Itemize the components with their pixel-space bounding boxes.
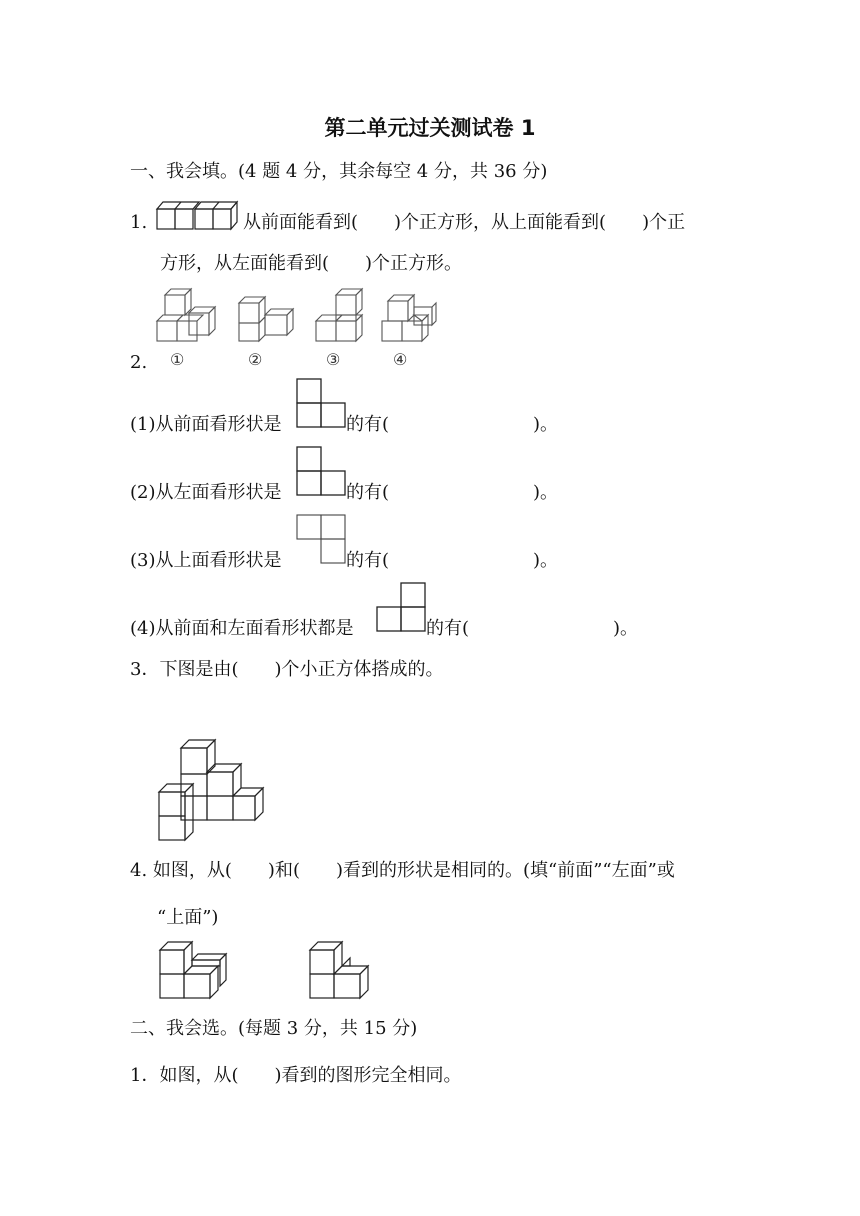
q2-part3-prefix: (3)从上面看形状是 xyxy=(130,550,282,571)
q3-stacked-cubes-figure xyxy=(155,738,267,844)
section2-q1-text: 1．如图，从( )看到的图形完全相同。 xyxy=(130,1065,462,1086)
q2-label-1: ① xyxy=(170,350,185,369)
q2-part2-prefix: (2)从左面看形状是 xyxy=(130,482,282,503)
q1-line2: 方形，从左面能看到( )个正方形。 xyxy=(160,253,463,274)
q2-label-3: ③ xyxy=(326,350,341,369)
section-1-heading: 一、我会填。(4 题 4 分，其余每空 4 分，共 36 分) xyxy=(130,161,548,182)
q2-part2-suffix: 的有( )。 xyxy=(346,482,559,503)
q2-solid-3-figure xyxy=(312,287,374,345)
q2-part1-view-figure xyxy=(296,378,346,430)
q2-solid-2-figure xyxy=(235,295,297,345)
q2-label-2: ② xyxy=(248,350,263,369)
q1-number: 1. xyxy=(130,212,148,233)
q1-cube-row-figure xyxy=(155,197,245,233)
q3-text: 3．下图是由( )个小正方体搭成的。 xyxy=(130,659,444,680)
q2-number: 2. xyxy=(130,352,148,373)
q2-label-4: ④ xyxy=(393,350,408,369)
q4-solid-left-figure xyxy=(158,940,230,1002)
q2-part1-prefix: (1)从前面看形状是 xyxy=(130,414,282,435)
q2-solid-4-figure xyxy=(380,293,438,345)
q4-line2: “上面”) xyxy=(157,907,219,928)
q2-solid-1-figure xyxy=(155,287,217,345)
section-2-heading: 二、我会选。(每题 3 分，共 15 分) xyxy=(130,1018,418,1039)
q2-part1-suffix: 的有( )。 xyxy=(346,414,559,435)
q2-part4-view-figure xyxy=(376,582,426,634)
q2-part3-view-figure xyxy=(296,514,346,566)
q4-solid-right-figure xyxy=(306,940,376,1002)
q2-part4-prefix: (4)从前面和左面看形状都是 xyxy=(130,618,354,639)
q2-part3-suffix: 的有( )。 xyxy=(346,550,559,571)
q2-part2-view-figure xyxy=(296,446,346,498)
page-title: 第二单元过关测试卷 1 xyxy=(324,116,536,140)
q1-line1: 从前面能看到( )个正方形，从上面能看到( )个正 xyxy=(243,212,686,233)
q2-part4-suffix: 的有( )。 xyxy=(426,618,639,639)
q4-line1: 4. 如图，从( )和( )看到的形状是相同的。(填“前面”“左面”或 xyxy=(130,860,675,881)
